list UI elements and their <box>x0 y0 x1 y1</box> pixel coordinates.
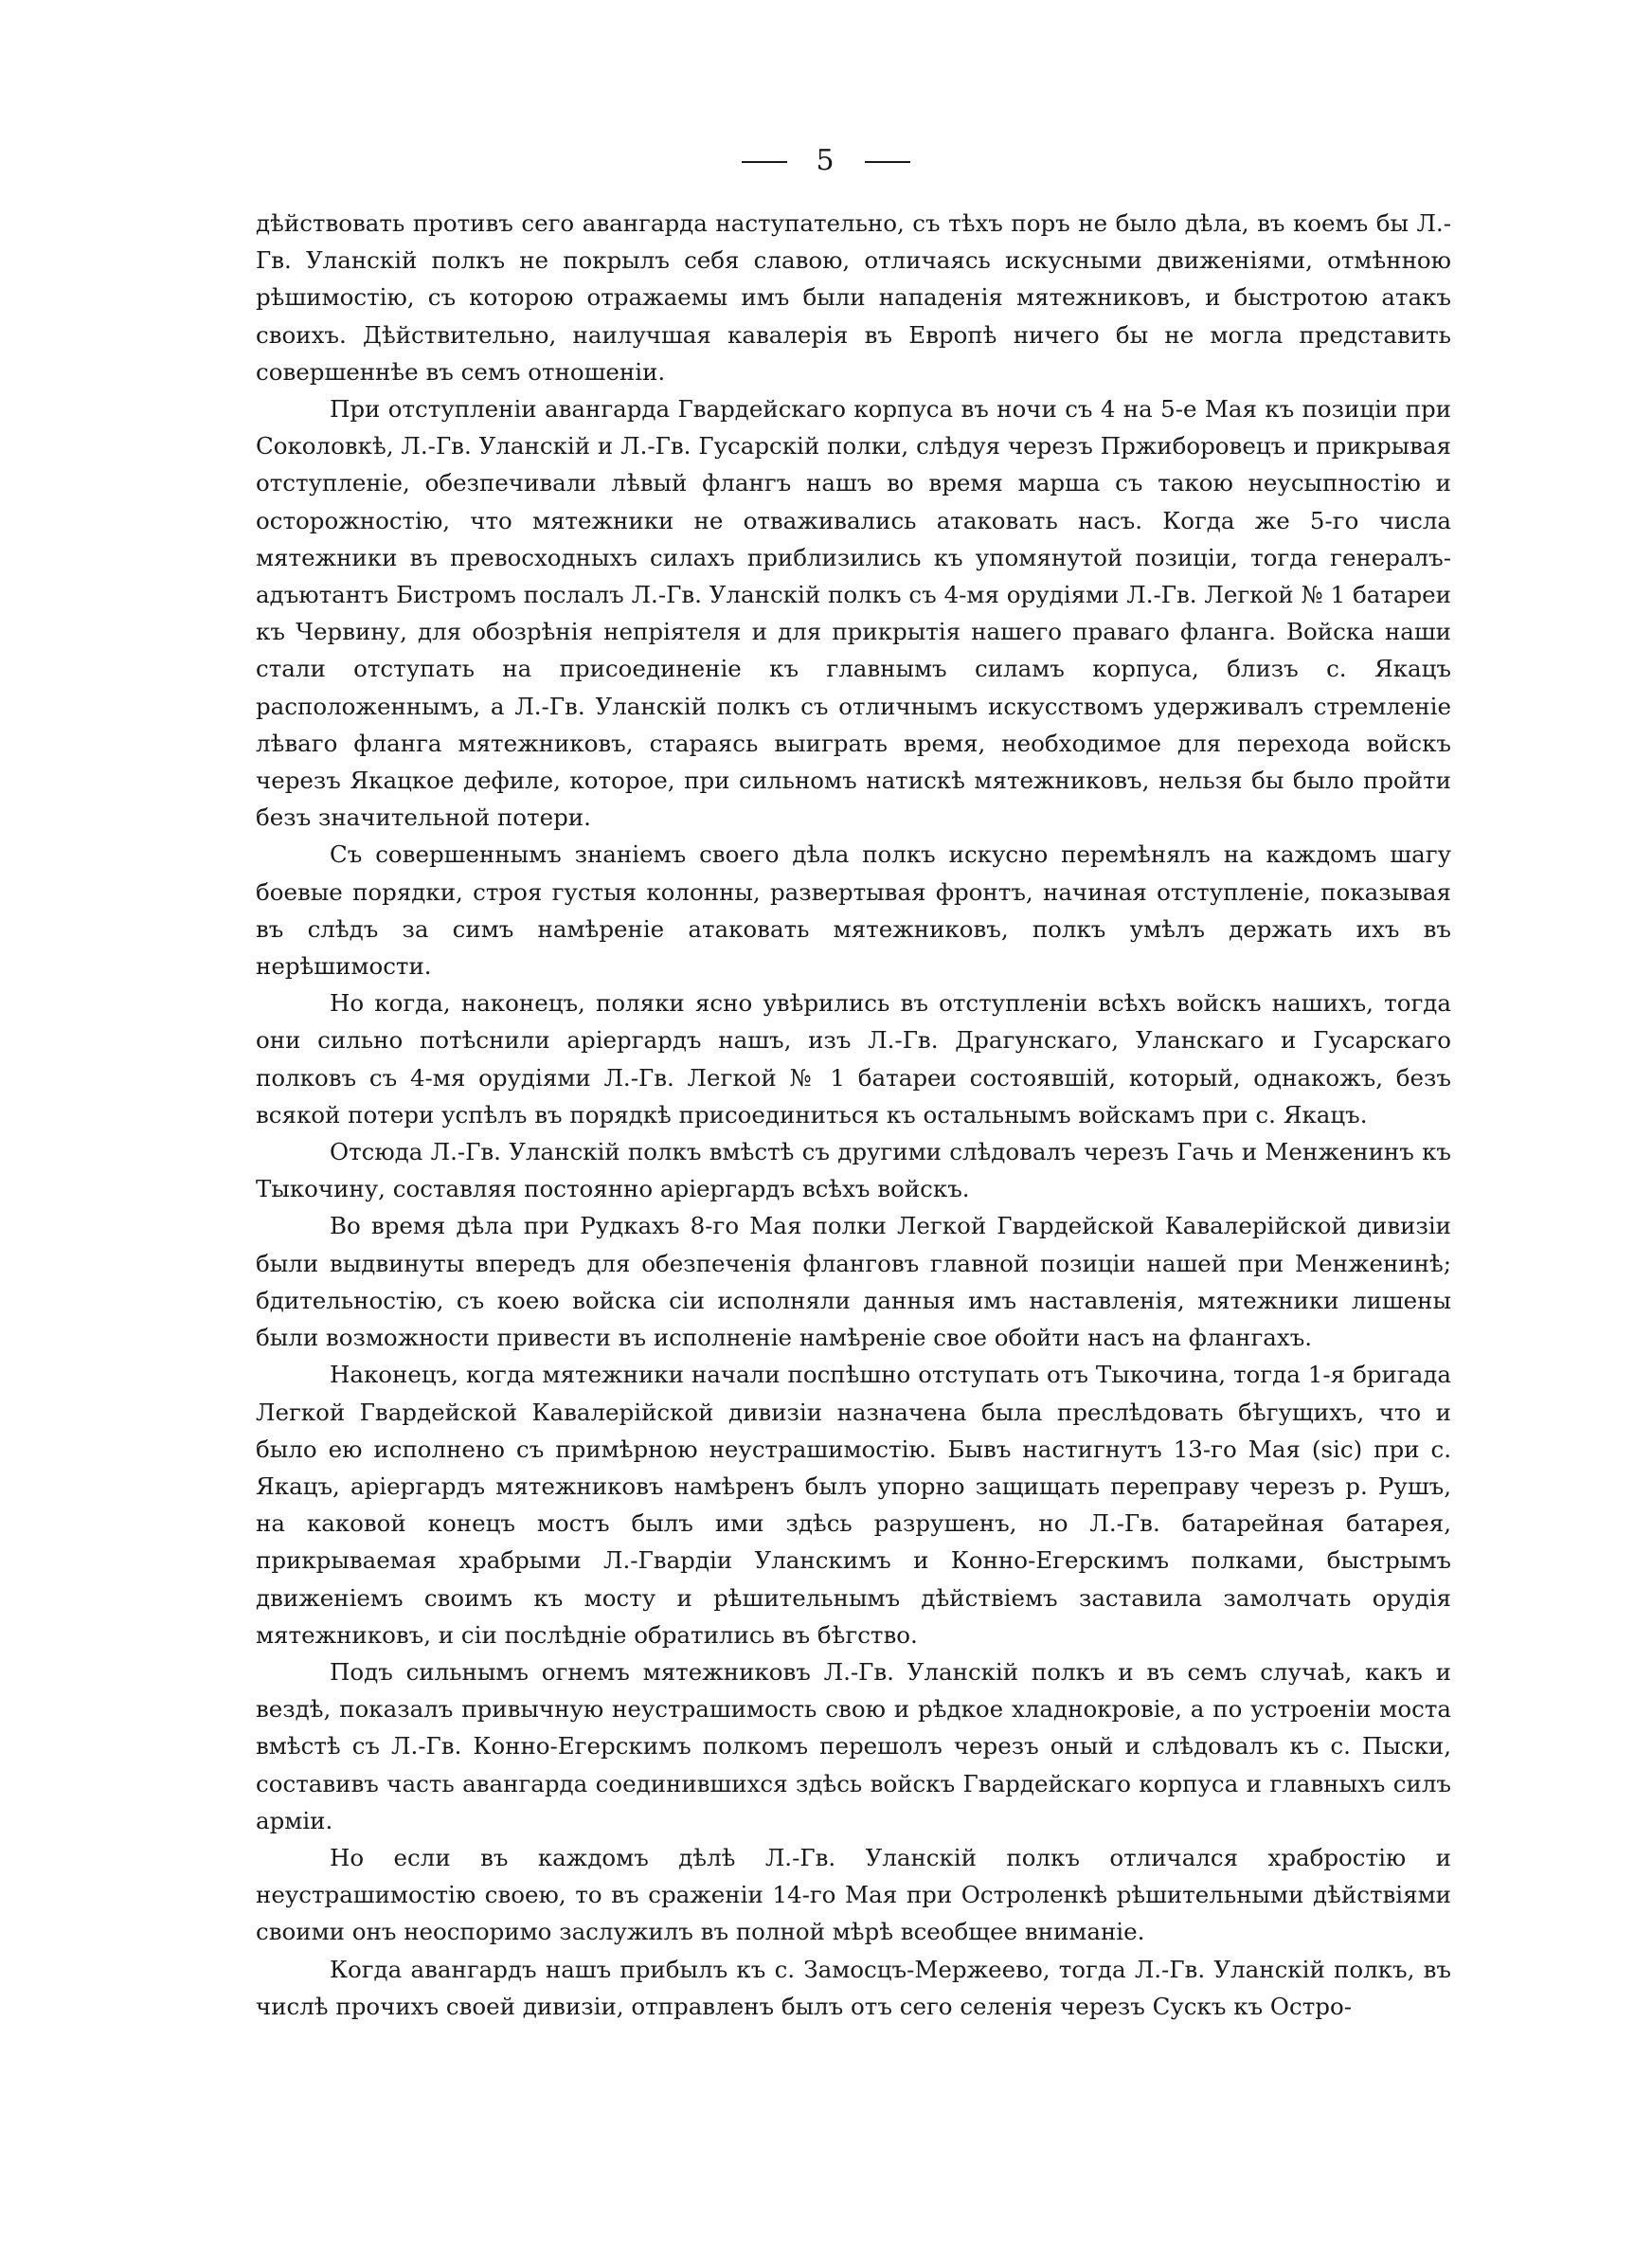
paragraph: дѣйствовать противъ сего авангарда наступательно, съ тѣхъ поръ не было дѣла, въ коемъ бы Л.-Гв. Уланскій полкъ не покрылъ себя славою, отличаясь искусными движеніями, отмѣнною рѣшимостію, съ которою отражаемы имъ были нападенія мятежниковъ, и быстротою атакъ своихъ. Дѣйствительно, наилучшая кавалерія въ Европѣ ничего бы не могла представить совершеннѣе въ семъ отношеніи. <box>256 209 1451 386</box>
page-number <box>0 142 1652 180</box>
paragraph: Подъ сильнымъ огнемъ мятежниковъ Л.-Гв. Уланскій полкъ и въ семъ случаѣ, какъ и вездѣ, показалъ привычную неустрашимость свою и рѣдкое хладнокровіе, а по устроеніи моста вмѣстѣ съ Л.-Гв. Конно-Егерскимъ полкомъ перешолъ черезъ оный и слѣдовалъ къ с. Пыски, составивъ часть авангарда соединившихся здѣсь войскъ Гвардейскаго корпуса и главныхъ силъ арміи. <box>256 1657 1451 1834</box>
paragraph: Съ совершеннымъ знаніемъ своего дѣла полкъ искусно перемѣнялъ на каждомъ шагу боевые порядки, строя густыя колонны, развертывая фронтъ, начиная отступленіе, показывая въ слѣдъ за симъ намѣреніе атаковать мятежниковъ, полкъ умѣлъ держать ихъ въ нерѣшимости. <box>256 840 1451 981</box>
paragraph: Когда авангардъ нашъ прибылъ къ с. Замосцъ-Мержеево, тогда Л.-Гв. Уланскій полкъ, въ числѣ прочихъ своей дивизіи, отправленъ былъ отъ сего селенія черезъ Сускъ къ Остро- <box>256 1955 1451 2020</box>
paragraph: Наконецъ, когда мятежники начали поспѣшно отступать отъ Тыкочина, тогда 1-я бригада Легкой Гвардейской Кавалерійской дивизіи назначена была преслѣдовать бѣгущихъ, что и было ею исполнено съ примѣрною неустрашимостію. Бывъ настигнутъ 13-го Мая (sic) при с. Якацъ, аріергардъ мятежниковъ намѣренъ былъ упорно защищать переправу черезъ р. Рушъ, на каковой конецъ мостъ былъ ими здѣсь разрушенъ, но Л.-Гв. батарейная батарея, прикрываемая храбрыми Л.-Гвардіи Уланскимъ и Конно-Егерскимъ полками, быстрымъ движеніемъ своимъ къ мосту и рѣшительнымъ дѣйствіемъ заставила замолчать орудія мятежниковъ, и сіи послѣдніе обратились въ бѣгство. <box>256 1361 1451 1649</box>
dash-left <box>742 161 787 163</box>
paragraph: Но когда, наконецъ, поляки ясно увѣрились въ отступленіи всѣхъ войскъ нашихъ, тогда они сильно потѣснили аріергардъ нашъ, изъ Л.-Гв. Драгунскаго, Уланскаго и Гусарскаго полковъ съ 4-мя орудіями Л.-Гв. Легкой № 1 батареи состоявшій, который, однакожъ, безъ всякой потери успѣлъ въ порядкѣ присоединиться къ остальнымъ войскамъ при с. Якацъ. <box>256 989 1451 1128</box>
paragraph: Но если въ каждомъ дѣлѣ Л.-Гв. Уланскій полкъ отличался храбростію и неустрашимостію своею, то въ сраженіи 14-го Мая при Остроленкѣ рѣшительными дѣйствіями своими онъ неоспоримо заслужилъ въ полной мѣрѣ всеобщее вниманіе. <box>256 1843 1451 1946</box>
dash-right <box>865 161 910 163</box>
paragraph: При отступленіи авангарда Гвардейскаго корпуса въ ночи съ 4 на 5-е Мая къ позиціи при Соколовкѣ, Л.-Гв. Уланскій и Л.-Гв. Гусарскій полки, слѣдуя черезъ Пржиборовецъ и прикрывая отступленіе, обезпечивали лѣвый флангъ нашъ во время марша съ такою неусыпностію и осторожностію, что мятежники не отваживались атаковать насъ. Когда же 5-го числа мятежники въ превосходныхъ силахъ приблизились къ упомянутой позиціи, тогда генералъ-адъютантъ Бистромъ послалъ Л.-Гв. Уланскій полкъ съ 4-мя орудіями Л.-Гв. Легкой № 1 батареи къ Червину, для обозрѣнія непріятеля и для прикрытія нашего праваго фланга. Войска наши стали отступать на присоединеніе къ главнымъ силамъ корпуса, близъ с. Якацъ расположеннымъ, а Л.-Гв. Уланскій полкъ съ отличнымъ искусствомъ удерживалъ стремленіе лѣваго фланга мятежниковъ, стараясь выиграть время, необходимое для перехода войскъ черезъ Якацкое дефиле, которое, при сильномъ натискѣ мятежниковъ, нельзя бы было пройти безъ значительной потери. <box>256 395 1451 832</box>
body-text <box>256 205 1451 2025</box>
paragraph: Во время дѣла при Рудкахъ 8-го Мая полки Легкой Гвардейской Кавалерійской дивизіи были выдвинуты впередъ для обезпеченія фланговъ главной позиціи нашей при Менженинѣ; бдительностію, съ коею войска сіи исполняли данныя имъ наставленія, мятежники лишены были возможности привести въ исполненіе намѣреніе свое обойти насъ на флангахъ. <box>256 1212 1451 1352</box>
page-number-value: 5 <box>816 144 836 177</box>
paragraph: Отсюда Л.-Гв. Уланскій полкъ вмѣстѣ съ другими слѣдовалъ черезъ Гачь и Менженинъ къ Тыкочину, составляя постоянно аріергардъ всѣхъ войскъ. <box>256 1138 1451 1203</box>
